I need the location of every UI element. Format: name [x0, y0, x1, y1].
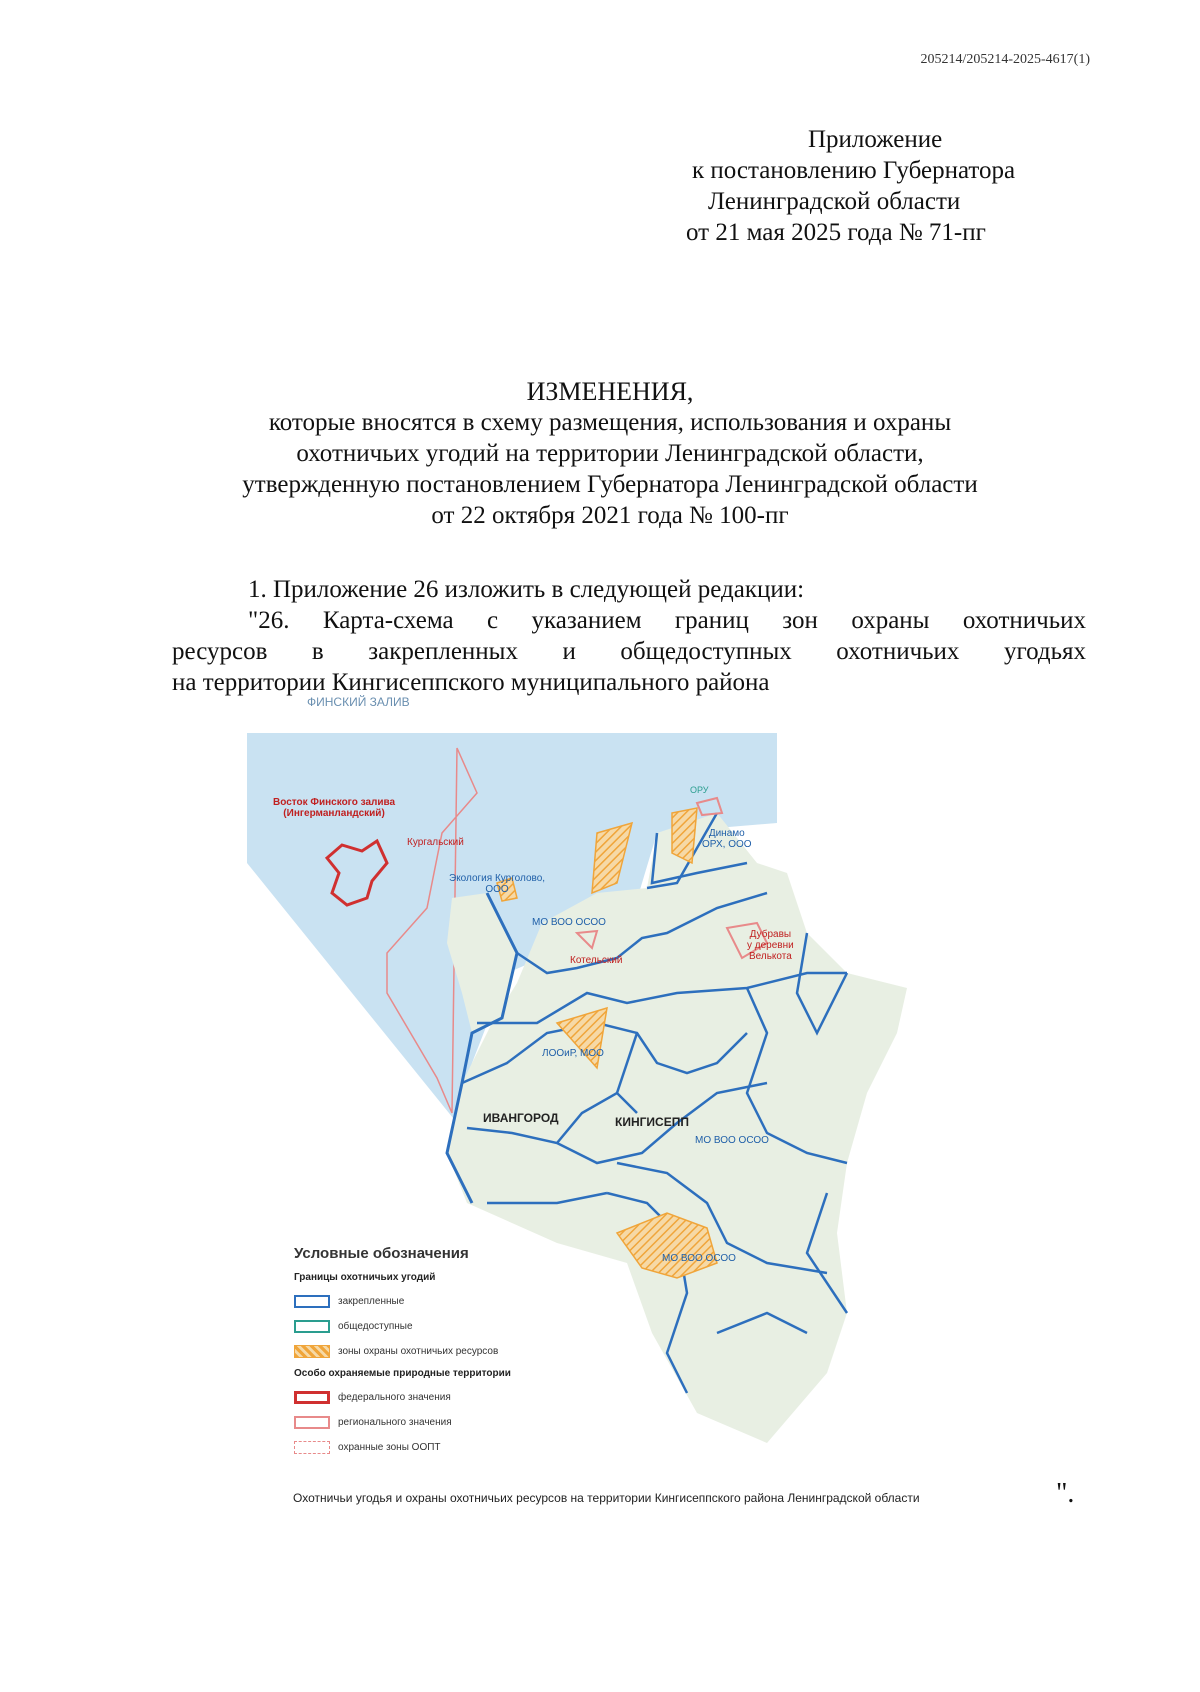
legend-item-assigned: закрепленные [294, 1289, 544, 1314]
document-title [160, 376, 1060, 531]
ivangorod-label: ИВАНГОРОД [483, 1111, 559, 1125]
title-line: от 22 октября 2021 года № 100-пг [431, 502, 789, 529]
mo-voo-label-2: МО ВОО ОСОО [695, 1135, 769, 1146]
public-swatch [294, 1320, 330, 1333]
paragraph-2-line: "26. Карта-схема с указанием границ зон охраны охотничьих [248, 607, 1086, 634]
loo-label: ЛООиР, МОО [542, 1048, 604, 1059]
header-line: Приложение [808, 126, 943, 153]
legend-item-regional: регионального значения [294, 1410, 544, 1435]
body-text [172, 574, 1086, 698]
legend-item-protection: зоны охраны охотничьих ресурсов [294, 1339, 544, 1364]
ecology-label: Экология Курголово, ООО [449, 873, 546, 895]
header-line: к постановлению Губернатора [692, 157, 1016, 184]
mo-voo-label-1: МО ВОО ОСОО [532, 917, 606, 928]
paragraph-2-line: ресурсов в закрепленных и общедоступных охотничьих угодьях [172, 638, 1086, 665]
appendix-header [680, 124, 1100, 248]
dubravy-label: Дубравы у деревни Велькота [747, 929, 794, 962]
regional-swatch [294, 1416, 330, 1429]
title-main: ИЗМЕНЕНИЯ, [526, 377, 694, 406]
kingisepp-label: КИНГИСЕПП [615, 1115, 689, 1129]
kurgalsky-label: Кургальский [407, 837, 464, 848]
header-line: от 21 мая 2025 года № 71-пг [686, 219, 986, 246]
kotelsky-label: Котельский [570, 955, 623, 966]
paragraph-1: 1. Приложение 26 изложить в следующей редакции: [248, 576, 805, 603]
title-line: утвержденную постановлением Губернатора Ленинградской области [242, 471, 978, 498]
protection-swatch [294, 1345, 330, 1358]
oru-label: ОРУ [690, 785, 709, 795]
closing-quote: ". [1056, 1478, 1075, 1509]
east-gulf-label: Восток Финского залива (Ингерманландский) [273, 797, 396, 819]
document-id: 205214/205214-2025-4617(1) [920, 52, 1090, 67]
map-legend [294, 1245, 544, 1460]
legend-item-public: общедоступные [294, 1314, 544, 1339]
federal-swatch [294, 1391, 330, 1404]
title-line: охотничьих угодий на территории Ленинградской области, [296, 440, 924, 467]
hunting-grounds-map [247, 695, 997, 1453]
dinamo-label: Динамо ОРХ, ООО [702, 828, 752, 850]
legend-title: Условные обозначения [294, 1245, 469, 1262]
title-line: которые вносятся в схему размещения, использования и охраны [268, 409, 952, 436]
gulf-label: ФИНСКИЙ ЗАЛИВ [307, 695, 410, 709]
legend-group-1: Границы охотничьих угодий [294, 1272, 436, 1283]
header-line: Ленинградской области [708, 188, 961, 215]
mo-voo-label-3: МО ВОО ОСОО [662, 1253, 736, 1264]
legend-group-2: Особо охраняемые природные территории [294, 1368, 511, 1379]
buffer-swatch [294, 1441, 330, 1454]
map-caption: Охотничьи угодья и охраны охотничьих ресурсов на территории Кингисеппского района Ленинградской области [293, 1491, 920, 1505]
legend-item-buffer: охранные зоны ООПТ [294, 1435, 544, 1460]
paragraph-2-line: на территории Кингисеппского муниципального района [172, 669, 770, 696]
legend-item-federal: федерального значения [294, 1385, 544, 1410]
assigned-swatch [294, 1295, 330, 1308]
